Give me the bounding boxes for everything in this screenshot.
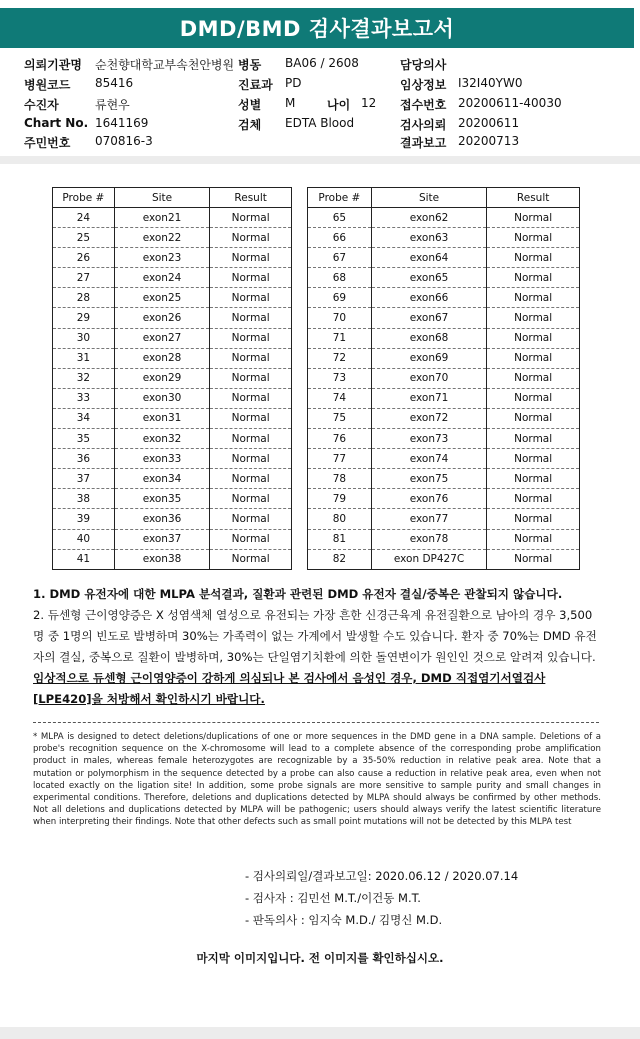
site-cell: exon32	[114, 429, 210, 449]
header-site: Site	[371, 188, 487, 208]
id-value: 070816-3	[95, 134, 153, 148]
site-cell: exon23	[114, 248, 210, 268]
probe-cell: 69	[308, 288, 372, 308]
probe-cell: 75	[308, 408, 372, 428]
table-row	[308, 328, 580, 348]
site-cell: exon22	[114, 228, 210, 248]
probe-cell: 78	[308, 469, 372, 489]
table-row	[53, 288, 292, 308]
result-cell: Normal	[487, 489, 580, 509]
result-cell: Normal	[210, 308, 292, 328]
result-cell: Normal	[210, 248, 292, 268]
hospital-code-label: 병원코드	[24, 78, 71, 92]
result-notes	[33, 584, 603, 710]
site-cell: exon73	[371, 429, 487, 449]
table-row	[308, 228, 580, 248]
table-row	[308, 268, 580, 288]
header-result: Result	[487, 188, 580, 208]
site-cell: exon25	[114, 288, 210, 308]
probe-cell: 80	[308, 509, 372, 529]
result-cell: Normal	[487, 328, 580, 348]
ward-value: BA06 / 2608	[285, 56, 359, 70]
probe-cell: 36	[53, 449, 115, 469]
dept-value: PD	[285, 76, 302, 90]
result-cell: Normal	[210, 449, 292, 469]
probe-cell: 71	[308, 328, 372, 348]
divider	[0, 156, 640, 164]
site-cell: exon24	[114, 268, 210, 288]
probe-cell: 32	[53, 368, 115, 388]
clinical-label: 임상정보	[400, 78, 447, 92]
site-cell: exon63	[371, 228, 487, 248]
table-row	[308, 429, 580, 449]
site-cell: exon28	[114, 348, 210, 368]
specimen-label: 검체	[238, 118, 262, 132]
site-cell: exon62	[371, 208, 487, 228]
table-row	[308, 489, 580, 509]
age-value: 12	[361, 96, 377, 110]
result-cell: Normal	[210, 388, 292, 408]
header-probe: Probe #	[308, 188, 372, 208]
note-2-text: 2. 듀센형 근이영양증은 X 성염색체 열성으로 유전되는 가장 흔한 신경근육계 유전질환으로 남아의 경우 3,500명 중 1명의 빈도로 발병하며 30%는 가족력이 없는 가계에서 발생할 수도 있습니다. 환자 중 70%는 DMD 유전자의 결실, 중복으로 질환이 발병하며, 30%는 단일염기치환에 의한 돌연변이가 원인인 것으로 알려져 있습니다.	[33, 608, 597, 664]
physicians-line: - 판독의사 : 임지숙 M.D./ 김명신 M.D.	[245, 913, 443, 927]
probe-cell: 79	[308, 489, 372, 509]
result-cell: Normal	[487, 288, 580, 308]
site-cell: exon78	[371, 529, 487, 549]
result-cell: Normal	[487, 228, 580, 248]
table-row	[53, 449, 292, 469]
result-cell: Normal	[487, 529, 580, 549]
probe-cell: 72	[308, 348, 372, 368]
institution-value: 순천향대학교부속천안병원	[95, 58, 235, 72]
probe-cell: 67	[308, 248, 372, 268]
site-cell: exon29	[114, 368, 210, 388]
probe-cell: 73	[308, 368, 372, 388]
chart-value: 1641169	[95, 116, 149, 130]
probe-cell: 25	[53, 228, 115, 248]
probe-cell: 82	[308, 549, 372, 569]
table-row	[53, 469, 292, 489]
mlpa-disclaimer: * MLPA is designed to detect deletions/duplications of one or more sequences in the DMD gene in a DNA sample. Deletions of a probe's recognition sequence on the X-chromosome will lead to a complete absence of the corresponding probe amplification product in males, whereas female heterozygotes are recognizable by a 35-50% reduction in relative peak area. Note that a mutation or polymorphism in the sequence detected by a probe can also cause a reduction in relative peak area, even when not located exactly on the ligation site! In addition, some probe signals are more sensitive to sample purity and small changes in experimental conditions. Therefore, deletions and duplications detected by MLPA should always be confirmed by other methods. Not all deletions and duplications detected by MLPA will be pathogenic; users should always verify the latest scientific literature when interpreting their findings. Note that other defects such as small point mutations will not be detected by this MLPA test	[33, 732, 601, 828]
institution-label: 의뢰기관명	[24, 58, 82, 72]
result-cell: Normal	[487, 509, 580, 529]
request-label: 검사의뢰	[400, 118, 447, 132]
table-row	[53, 429, 292, 449]
probe-cell: 65	[308, 208, 372, 228]
probe-cell: 28	[53, 288, 115, 308]
table-row	[308, 348, 580, 368]
table-row	[53, 248, 292, 268]
result-cell: Normal	[210, 469, 292, 489]
table-row	[53, 408, 292, 428]
header-result: Result	[210, 188, 292, 208]
ward-label: 병동	[238, 58, 262, 72]
dates-line: - 검사의뢰일/결과보고일: 2020.06.12 / 2020.07.14	[245, 869, 519, 883]
result-cell: Normal	[210, 429, 292, 449]
probe-table-left	[52, 187, 292, 570]
table-row	[308, 308, 580, 328]
table-row	[308, 288, 580, 308]
table-row	[308, 368, 580, 388]
probe-table-right	[307, 187, 580, 570]
site-cell: exon74	[371, 449, 487, 469]
site-cell: exon71	[371, 388, 487, 408]
patient-label: 수진자	[24, 98, 59, 112]
probe-cell: 26	[53, 248, 115, 268]
report-title: DMD/BMD 검사결과보고서	[0, 8, 634, 48]
probe-cell: 74	[308, 388, 372, 408]
table-row	[53, 348, 292, 368]
site-cell: exon38	[114, 549, 210, 569]
probe-cell: 27	[53, 268, 115, 288]
result-cell: Normal	[487, 549, 580, 569]
table-row	[308, 388, 580, 408]
probe-cell: 33	[53, 388, 115, 408]
probe-cell: 29	[53, 308, 115, 328]
table-row	[308, 208, 580, 228]
id-label: 주민번호	[24, 136, 71, 150]
probe-cell: 31	[53, 348, 115, 368]
site-cell: exon31	[114, 408, 210, 428]
dept-label: 진료과	[238, 78, 273, 92]
doctor-label: 담당의사	[400, 58, 447, 72]
probe-cell: 77	[308, 449, 372, 469]
result-cell: Normal	[487, 248, 580, 268]
site-cell: exon21	[114, 208, 210, 228]
header-probe: Probe #	[53, 188, 115, 208]
result-cell: Normal	[487, 308, 580, 328]
header-site: Site	[114, 188, 210, 208]
result-cell: Normal	[487, 408, 580, 428]
result-cell: Normal	[487, 449, 580, 469]
probe-cell: 41	[53, 549, 115, 569]
hospital-code-value: 85416	[95, 76, 134, 90]
table-row	[308, 248, 580, 268]
table-row	[53, 509, 292, 529]
specimen-value: EDTA Blood	[285, 116, 355, 130]
receipt-label: 접수번호	[400, 98, 447, 112]
result-cell: Normal	[210, 529, 292, 549]
site-cell: exon DP427C	[371, 549, 487, 569]
probe-cell: 68	[308, 268, 372, 288]
table-row	[53, 208, 292, 228]
site-cell: exon77	[371, 509, 487, 529]
note-1: 1. DMD 유전자에 대한 MLPA 분석결과, 질환과 관련된 DMD 유전자 결실/중복은 관찰되지 않습니다.	[33, 587, 563, 601]
table-row	[53, 268, 292, 288]
result-cell: Normal	[210, 228, 292, 248]
table-row	[53, 228, 292, 248]
result-cell: Normal	[210, 348, 292, 368]
probe-cell: 66	[308, 228, 372, 248]
table-row	[308, 469, 580, 489]
probe-cell: 30	[53, 328, 115, 348]
site-cell: exon65	[371, 268, 487, 288]
result-cell: Normal	[210, 549, 292, 569]
table-row	[53, 489, 292, 509]
table-row	[308, 509, 580, 529]
result-cell: Normal	[487, 469, 580, 489]
probe-cell: 81	[308, 529, 372, 549]
patient-info	[0, 52, 640, 152]
site-cell: exon76	[371, 489, 487, 509]
clinical-value: I32I40YW0	[458, 76, 523, 90]
site-cell: exon34	[114, 469, 210, 489]
probe-cell: 39	[53, 509, 115, 529]
report-label: 결과보고	[400, 136, 447, 150]
result-cell: Normal	[210, 368, 292, 388]
probe-cell: 76	[308, 429, 372, 449]
probe-cell: 24	[53, 208, 115, 228]
testers-line: - 검사자 : 김민선 M.T./이건동 M.T.	[245, 891, 421, 905]
age-label: 나이	[327, 98, 351, 112]
site-cell: exon37	[114, 529, 210, 549]
result-cell: Normal	[210, 328, 292, 348]
site-cell: exon70	[371, 368, 487, 388]
result-cell: Normal	[210, 408, 292, 428]
probe-cell: 35	[53, 429, 115, 449]
site-cell: exon67	[371, 308, 487, 328]
site-cell: exon35	[114, 489, 210, 509]
table-row	[53, 368, 292, 388]
result-cell: Normal	[210, 288, 292, 308]
result-cell: Normal	[487, 268, 580, 288]
receipt-value: 20200611-40030	[458, 96, 562, 110]
table-row	[53, 308, 292, 328]
probe-cell: 40	[53, 529, 115, 549]
probe-cell: 37	[53, 469, 115, 489]
request-value: 20200611	[458, 116, 520, 130]
chart-label: Chart No.	[24, 116, 89, 130]
site-cell: exon72	[371, 408, 487, 428]
table-row	[308, 408, 580, 428]
site-cell: exon33	[114, 449, 210, 469]
probe-cell: 34	[53, 408, 115, 428]
probe-cell: 70	[308, 308, 372, 328]
result-cell: Normal	[210, 509, 292, 529]
site-cell: exon66	[371, 288, 487, 308]
patient-value: 류현우	[95, 98, 130, 112]
site-cell: exon75	[371, 469, 487, 489]
result-cell: Normal	[210, 489, 292, 509]
table-row	[308, 549, 580, 569]
site-cell: exon69	[371, 348, 487, 368]
table-row	[308, 529, 580, 549]
sex-value: M	[285, 96, 296, 110]
site-cell: exon68	[371, 328, 487, 348]
site-cell: exon30	[114, 388, 210, 408]
result-cell: Normal	[487, 348, 580, 368]
result-cell: Normal	[487, 208, 580, 228]
note-2	[33, 605, 603, 710]
table-row	[53, 388, 292, 408]
table-row	[53, 549, 292, 569]
result-cell: Normal	[487, 368, 580, 388]
result-cell: Normal	[487, 429, 580, 449]
site-cell: exon36	[114, 509, 210, 529]
site-cell: exon26	[114, 308, 210, 328]
dashed-divider	[33, 722, 599, 723]
result-cell: Normal	[487, 388, 580, 408]
report-value: 20200713	[458, 134, 520, 148]
bottom-bar	[0, 1027, 640, 1039]
result-cell: Normal	[210, 268, 292, 288]
table-row	[308, 449, 580, 469]
site-cell: exon64	[371, 248, 487, 268]
table-row	[53, 529, 292, 549]
table-row	[53, 328, 292, 348]
site-cell: exon27	[114, 328, 210, 348]
sex-label: 성별	[238, 98, 262, 112]
result-cell: Normal	[210, 208, 292, 228]
final-note: 마지막 이미지입니다. 전 이미지를 확인하십시오.	[196, 951, 444, 965]
probe-cell: 38	[53, 489, 115, 509]
note-2-emphasis: 임상적으로 듀센형 근이영양증이 강하게 의심되나 본 검사에서 음성인 경우, DMD 직접염기서열검사 [LPE420]을 처방해서 확인하시기 바랍니다.	[33, 671, 546, 706]
